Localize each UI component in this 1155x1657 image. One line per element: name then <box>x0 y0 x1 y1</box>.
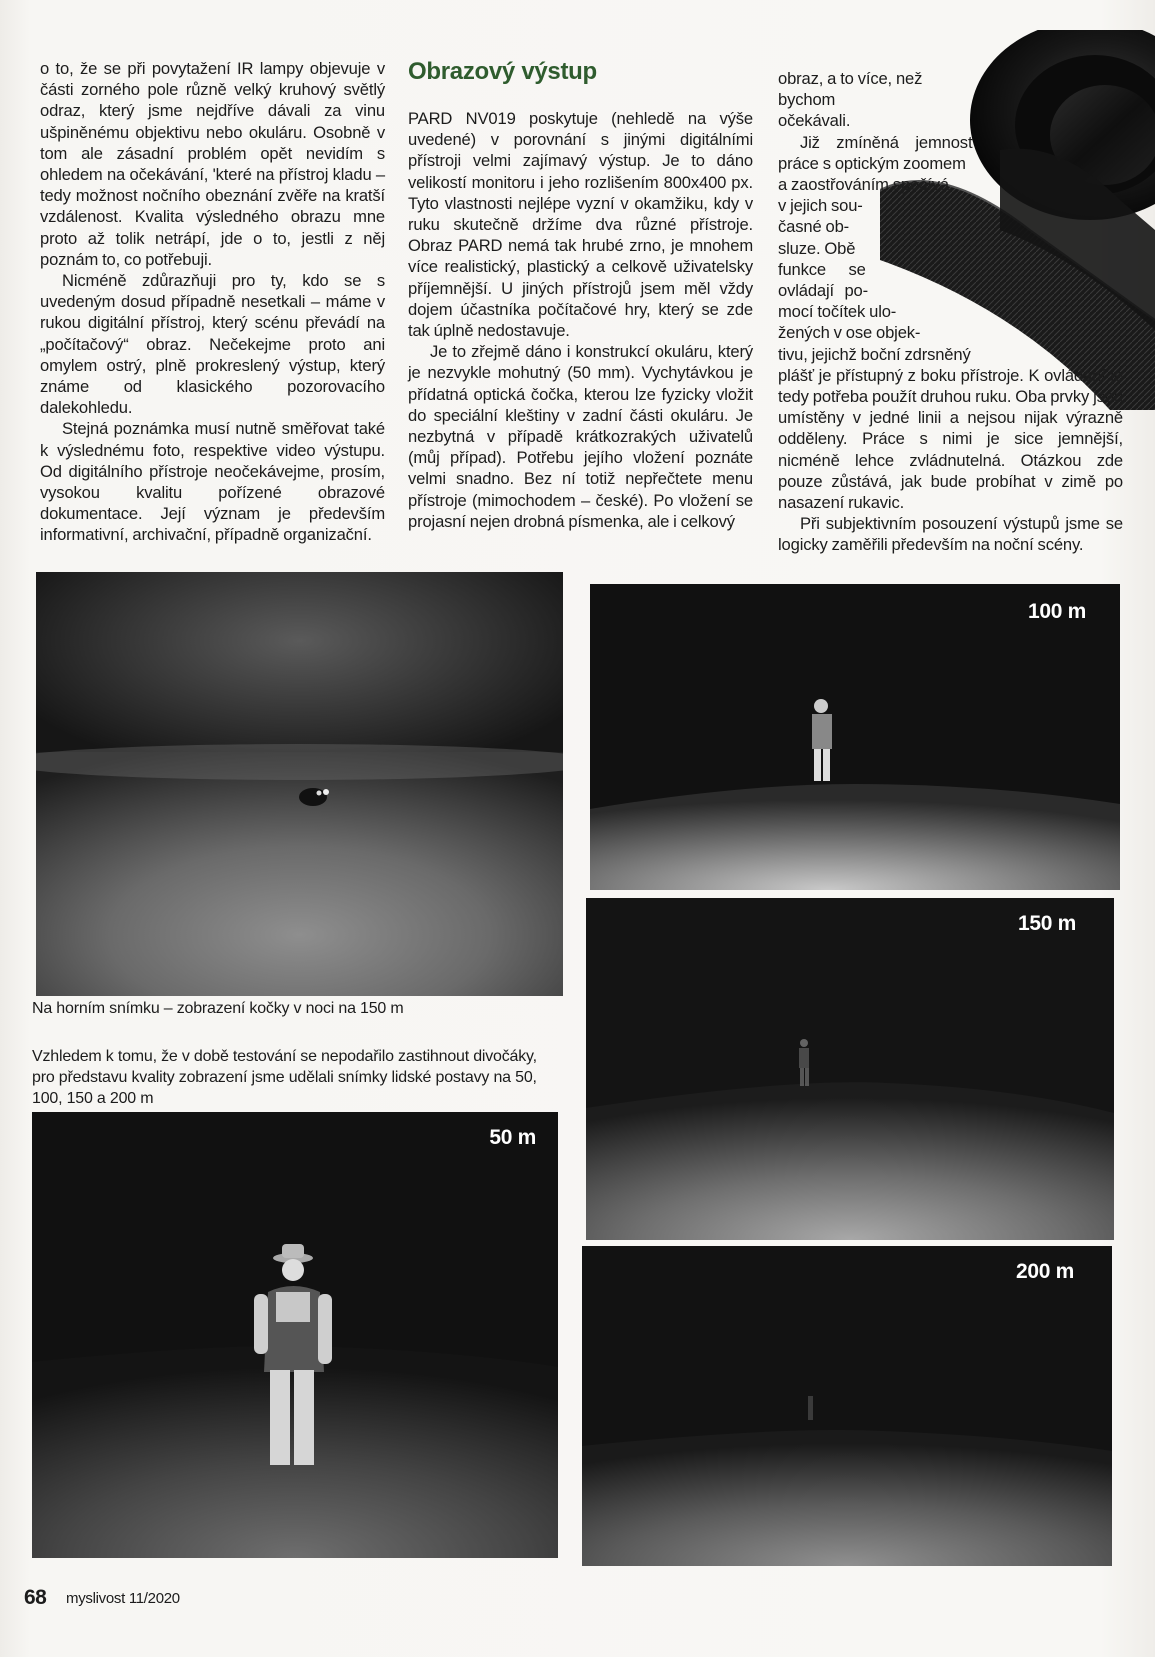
paragraph: Nicméně zdůrazňuji pro ty, kdo se s uvedeným dosud případně nesetkali – máme v rukou digitální přístroj, který scénu převádí na „počítačový“ obraz. Nečekejme proto ani omylem ostrý, plně prokreslený výstup, který známe od klasického pozorovacího dalekohledu. <box>40 271 385 418</box>
line: a zaostřováním spočívá <box>778 175 949 195</box>
page-number: 68 <box>24 1586 47 1609</box>
paragraph: Je to zřejmě dáno i konstrukcí okuláru, který je nezvykle mohutný (50 mm). Vychytávkou je přídatná optická čočka, kterou lze fyzicky vložit do speciální kleštiny v zadní části okuláru. Je nezbytná v případě krátkozrakých uživatelů (můj případ). Potřebu jejího vložení poznáte velmi snadno. Bez ní totiž nepřečtete menu přístroje (mimochodem – české). Po vložení se projasní nejen drobná písmenka, ale i celkový <box>408 342 753 531</box>
paragraph: Při subjektivním posouzení výstupů jsme se logicky zaměřili především na noční scény. <box>778 514 1123 555</box>
caption-cat: Na horním snímku – zobrazení kočky v noci na 150 m <box>32 1000 404 1017</box>
line: časné ob- <box>778 217 850 237</box>
line: žených v ose objek- <box>778 323 921 343</box>
distance-label: 50 m <box>489 1126 536 1149</box>
paragraph: o to, že se při povytažení IR lampy objevuje v části zorného pole různě velký kruhový světlý odraz, který jsme nejdříve dávali za vinu ušpiněnému objektivu nebo okuláru. Osobně v tom ale zásadní problém opět nevidím s ohledem na očekávání, 'které na přístroj kladu – tedy možnost nočního obeznání zvěře na kratší vzdálenost. Kvalita výsledného obrazu mne proto až tolik netrápí, jde o to, jestli z něj poznám to, co potřebuji. <box>40 59 385 269</box>
caption-people: Vzhledem k tomu, že v době testování se nepodařilo zastihnout divočáky, pro představu kvality zobrazení jsme udělali snímky lidské postavy na 50, 100, 150 a 200 m <box>32 1048 537 1107</box>
paragraph: PARD NV019 poskytuje (nehledě na výše uvedené) v porovnání s jinými digitálními přístroji velmi zajímavý výstup. Je to dáno velikostí monitoru i jeho rozlišením 800x400 px. Tyto vlastnosti nejlépe vyzní v okamžiku, kdy v ruku skutečně držíme dva různé přístroje. Obraz PARD nemá tak hrubé zrno, je mnohem více realistický, plastický a celkově uživatelsky příjemnější. U jiných přístrojů jsem měl vždy dojem účastníka počítačové hry, který se zde tak úplně nedostavuje. <box>408 109 753 341</box>
text-column-2 <box>408 108 753 532</box>
line: očekávali. <box>778 111 851 131</box>
photo-person-150m <box>586 898 1114 1240</box>
photo-person-200m <box>582 1246 1112 1566</box>
line: obraz, a to více, než bychom <box>778 69 923 110</box>
paragraph: plášť je přístupný z boku přístroje. K ovládání je tedy potřeba použít druhou ruku. Oba prvky jsou umístěny v jedné linii a nejsou nijak výrazně odděleny. Práce s nimi je sice jemnější, nicméně lehce zvládnutelná. Otázkou zde pouze zůstává, jak bude probíhat v zimě po nasazení rukavic. <box>778 365 1123 513</box>
line: v jejich sou- <box>778 196 863 216</box>
line: ovládají po- <box>778 281 868 301</box>
line: práce s optickým zoomem <box>778 153 966 173</box>
line: sluze. Obě <box>778 238 856 258</box>
wrapped-lines <box>778 68 983 365</box>
photo-person-100m <box>590 584 1120 890</box>
line: tivu, jejichž boční zdrsněný <box>778 344 971 364</box>
distance-label: 150 m <box>1017 912 1076 935</box>
section-heading: Obrazový výstup <box>408 58 597 85</box>
photo-person-50m <box>32 1112 558 1558</box>
magazine-issue: myslivost 11/2020 <box>66 1590 180 1607</box>
paragraph: Stejná poznámka musí nutně směřovat také k výslednému foto, respektive video výstupu. Od digitálního přístroje neočekávejme, prosím, vysokou kvalitu pořízené obrazové dokumentace. Její význam je především informativní, archivační, případně organizační. <box>40 419 385 545</box>
line: mocí točítek ulo- <box>778 302 897 322</box>
text-column-1 <box>40 58 385 546</box>
photo-cat-night <box>36 572 563 996</box>
distance-label: 100 m <box>1027 600 1086 623</box>
distance-label: 200 m <box>1015 1260 1074 1283</box>
text-column-3 <box>778 68 1123 556</box>
line: Již zmíněná jemnost <box>800 132 973 152</box>
line: funkce se <box>778 259 866 279</box>
